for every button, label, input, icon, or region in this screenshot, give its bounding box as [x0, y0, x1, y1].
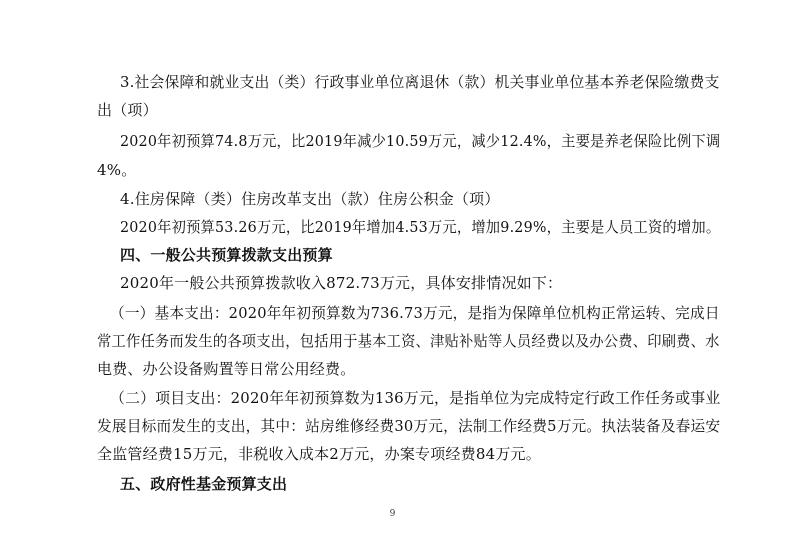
paragraph-line-4: 4%。	[97, 161, 137, 179]
section-heading-5: 五、政府性基金预算支出	[120, 475, 288, 493]
paragraph-line-5: 4.住房保障（类）住房改革支出（款）住房公积金（项）	[120, 190, 500, 208]
paragraph-line-13: 全监管经费15万元，非税收入成本2万元，办案专项经费84万元。	[97, 445, 541, 463]
section-heading-4: 四、一般公共预算拨款支出预算	[120, 246, 333, 264]
paragraph-line-1: 3.社会保障和就业支出（类）行政事业单位离退休（款）机关事业单位基本养老保险缴费支	[120, 73, 720, 91]
paragraph-line-3: 2020年初预算74.8万元，比2019年减少10.59万元，减少12.4%，主要是养老保险比例下调	[120, 132, 721, 150]
paragraph-line-2: 出（项）	[97, 101, 158, 119]
paragraph-line-10: 电费、办公设备购置等日常公用经费。	[97, 360, 356, 378]
paragraph-line-12: 发展目标而发生的支出，其中：站房维修经费30万元，法制工作经费5万元。执法装备及春运安	[97, 417, 721, 435]
paragraph-line-11: （二）项目支出：2020年年初预算数为136万元，是指单位为完成特定行政工作任务或事业	[110, 389, 721, 407]
page-number: 9	[389, 509, 396, 519]
paragraph-line-7: 2020年一般公共预算拨款收入872.73万元，具体安排情况如下：	[120, 274, 563, 292]
paragraph-line-6: 2020年初预算53.26万元，比2019年增加4.53万元，增加9.29%，主要是人员工资的增加。	[120, 218, 721, 236]
paragraph-line-8: （一）基本支出：2020年年初预算数为736.73万元，是指为保障单位机构正常运转、完成日	[110, 304, 720, 322]
paragraph-line-9: 常工作任务而发生的各项支出，包括用于基本工资、津贴补贴等人员经费以及办公费、印刷费、水	[97, 332, 720, 350]
